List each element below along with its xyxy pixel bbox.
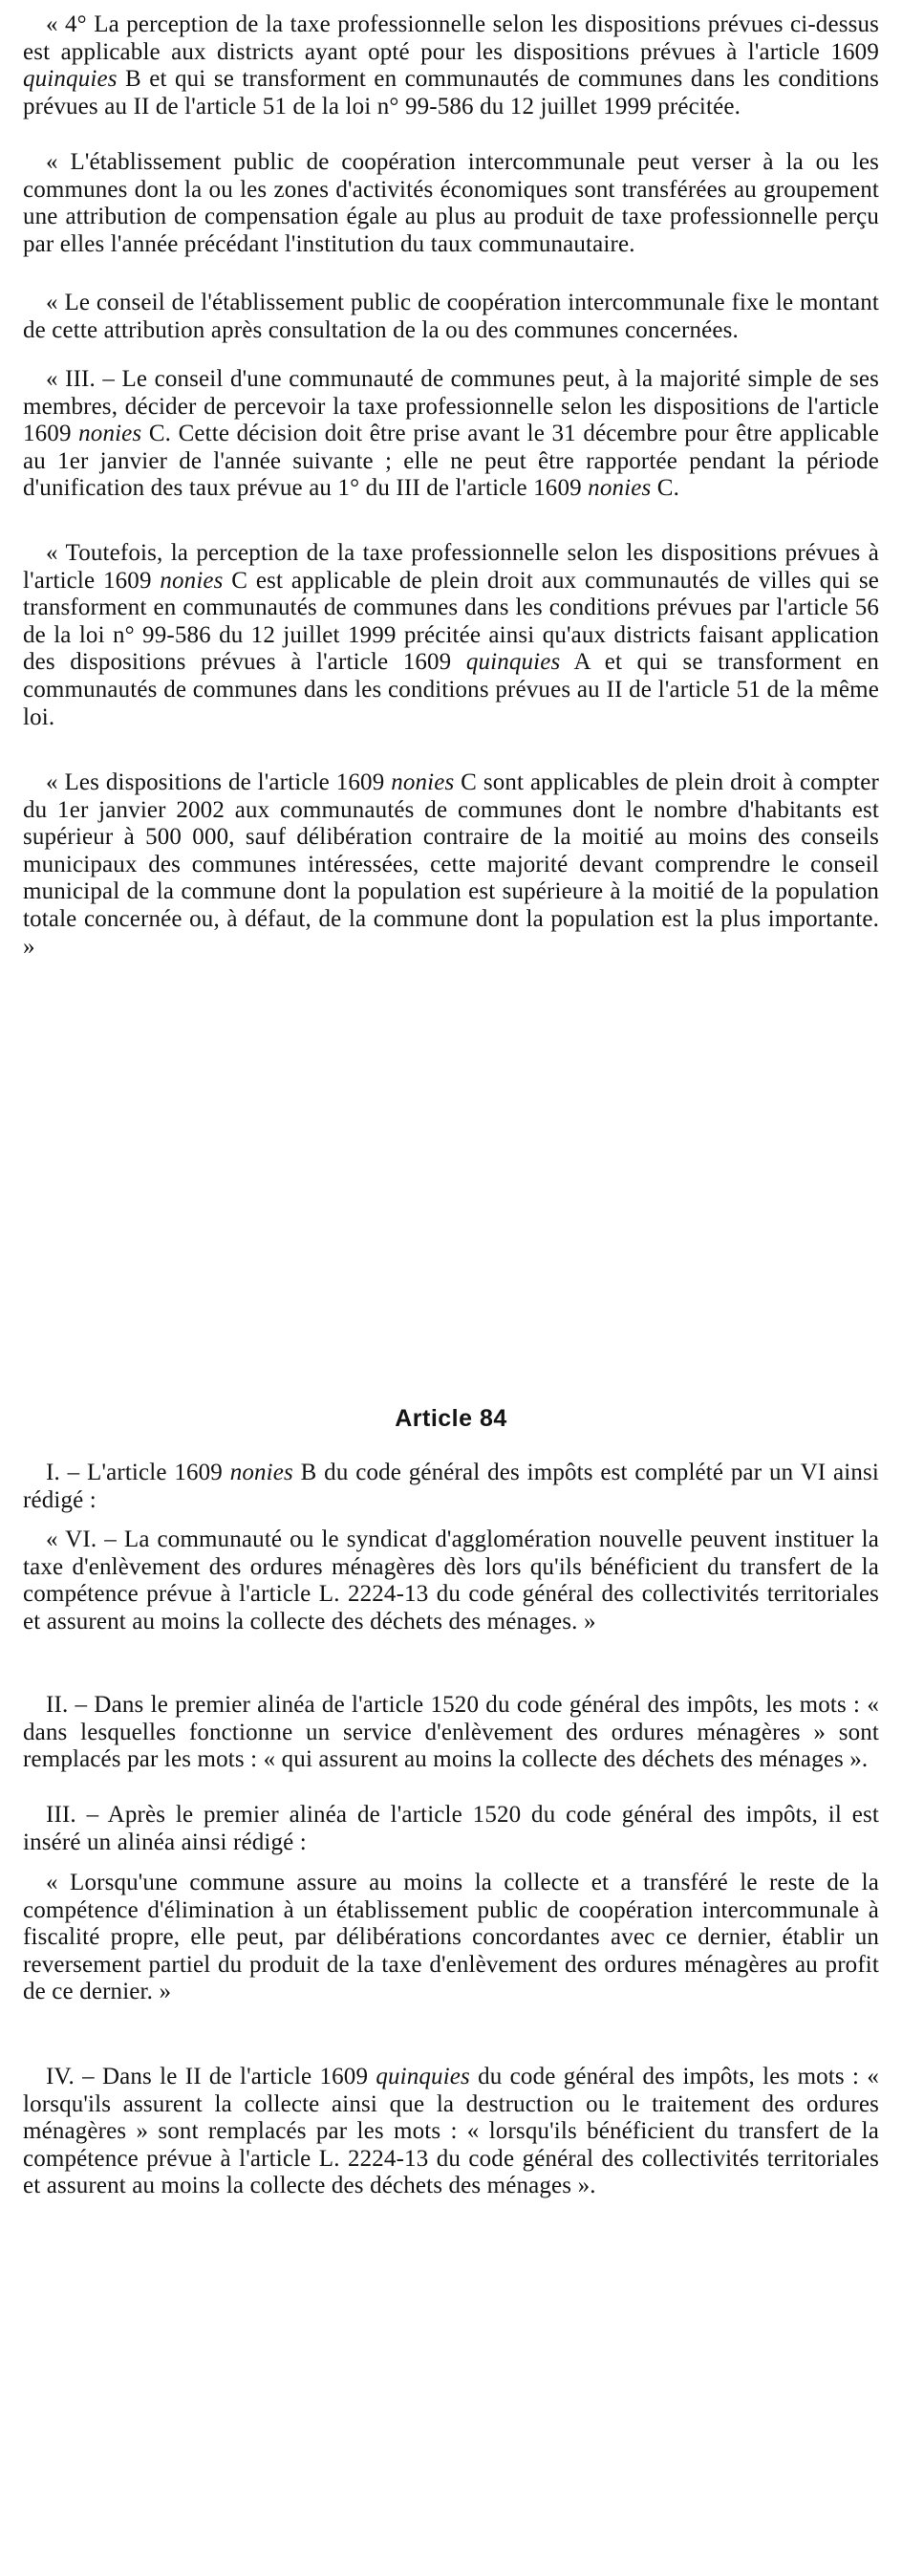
text-run: IV. – Dans le II de l'article 1609 [46,2064,376,2089]
text-run: C sont applicables de plein droit à compter du 1er janvier 2002 aux communautés de communes dont le nombre d'habitants est supérieur à 500 000, sauf délibération contraire de la moitié au moins des conseils municipaux des communes intéressées, cette majorité devant comprendre le conseil municipal de la commune dont la population est supérieure à la moitié de la population totale concernée ou, à défaut, de la commune dont la population est la plus importante. » [23,769,879,960]
article-heading: Article 84 [395,1405,507,1432]
paragraph-dispositions-1609-nonies-c [23,769,879,961]
paragraph-attribution-compensation [23,149,879,258]
italic-run: quinquies [465,649,561,676]
italic-run: nonies [391,769,455,795]
italic-run: nonies [160,567,224,594]
paragraph-toutefois [23,540,879,731]
text-run: B du code général des impôts est complété par un VI ainsi rédigé : [23,1460,879,1513]
text-run: C. Cette décision doit être prise avant le 31 décembre pour être applicable au 1er janvier de l'année suivante ; elle ne peut être rapportée pendant la période d'unification des taux prévue au 1° du III de l'article 1609 [23,421,879,502]
text-run: du code général des impôts, les mots : « lorsqu'ils assurent la collecte ainsi que la destruction ou le traitement des ordures ménagères » sont remplacés par les mots : « lorsqu'ils bénéficient du transfert de la compétence prévue à l'article L. 2224-13 du code général des collectivités territoriales et assurent au moins la collecte des déchets des ménages ». [23,2064,879,2199]
italic-run: nonies [588,475,652,502]
text-run: III. – Après le premier alinéa de l'article 1520 du code général des impôts, il est inséré un alinéa ainsi rédigé : [23,1802,879,1855]
text-run: I. – L'article 1609 [46,1460,230,1485]
italic-run: quinquies [376,2064,470,2089]
text-run: C. [651,475,679,502]
paragraph-III-communaute-communes [23,366,879,503]
paragraph-conseil-attribution [23,290,879,344]
italic-run: nonies [229,1460,293,1485]
text-run: « VI. – La communauté ou le syndicat d'agglomération nouvelle peuvent instituer la taxe d'enlèvement des ordures ménagères dès lors qu'ils bénéficient du transfert de la compétence prévue à l'article L. 2224-13 du code général des collectivités territoriales et assurent au moins la collecte des déchets des ménages. » [23,1526,879,1634]
paragraph-4-taxe-professionnelle [23,11,879,120]
text-run: C est applicable de plein droit aux communautés de villes qui se transforment en communautés de communes dans les conditions prévues par l'article 56 de la loi n° 99-586 du 12 juillet 1999 précitée ainsi qu'aux districts faisant application des dispositions prévues à l'article 1609 [23,567,880,676]
text-run: « Toutefois, la perception de la taxe professionnelle selon les dispositions prévues à l'article 1609 [23,540,879,594]
text-run: B et qui se transforment en communautés de communes dans les conditions prévues au II de l'article 51 de la loi n° 99-586 du 12 juillet 1999 précitée. [23,66,879,119]
text-run: « III. – Le conseil d'une communauté de communes peut, à la majorité simple de ses membres, décider de percevoir la taxe professionnelle selon les dispositions de l'article 1609 [23,366,879,447]
text-run: II. – Dans le premier alinéa de l'article 1520 du code général des impôts, les mots : « dans lesquelles fonctionne un service d'enlèvement des ordures ménagères » sont remplacés par les mots : « qui assurent au moins la collecte des déchets des ménages ». [23,1692,879,1773]
text-run: A et qui se transforment en communautés de communes dans les conditions prévues au II de l'article 51 de la même loi. [23,649,879,730]
paragraph-I-article-1609-nonies-b [23,1460,879,1514]
paragraph-VI-communaute [23,1526,879,1635]
text-run: « L'établissement public de coopération intercommunale peut verser à la ou les communes dont la ou les zones d'activités économiques sont transférées au groupement une attribution de compensation égale au plus au produit de taxe professionnelle perçu par elles l'année précédant l'institution du taux communautaire. [23,149,879,257]
italic-run: quinquies [23,66,118,93]
text-run: « Le conseil de l'établissement public de coopération intercommunale fixe le montant de cette attribution après consultation de la ou des communes concernées. [23,290,879,343]
text-run: « 4° La perception de la taxe professionnelle selon les dispositions prévues ci-dessus est applicable aux districts ayant opté pour les dispositions prévues à l'article 1609 [23,11,879,65]
paragraph-II-article-1520 [23,1692,879,1774]
text-run: « Les dispositions de l'article 1609 [46,769,392,795]
paragraph-IV-article-1609-quinquies [23,2064,879,2200]
text-run: « Lorsqu'une commune assure au moins la collecte et a transféré le reste de la compétence d'élimination à un établissement public de coopération intercommunale à fiscalité propre, elle peut, par délibérations concordantes avec ce dernier, établir un reversement partiel du produit de la taxe d'enlèvement des ordures ménagères au profit de ce dernier. » [23,1870,879,2005]
paragraph-lorsqu-une-commune [23,1870,879,2006]
paragraph-III-article-1520 [23,1802,879,1856]
italic-run: nonies [78,421,142,447]
